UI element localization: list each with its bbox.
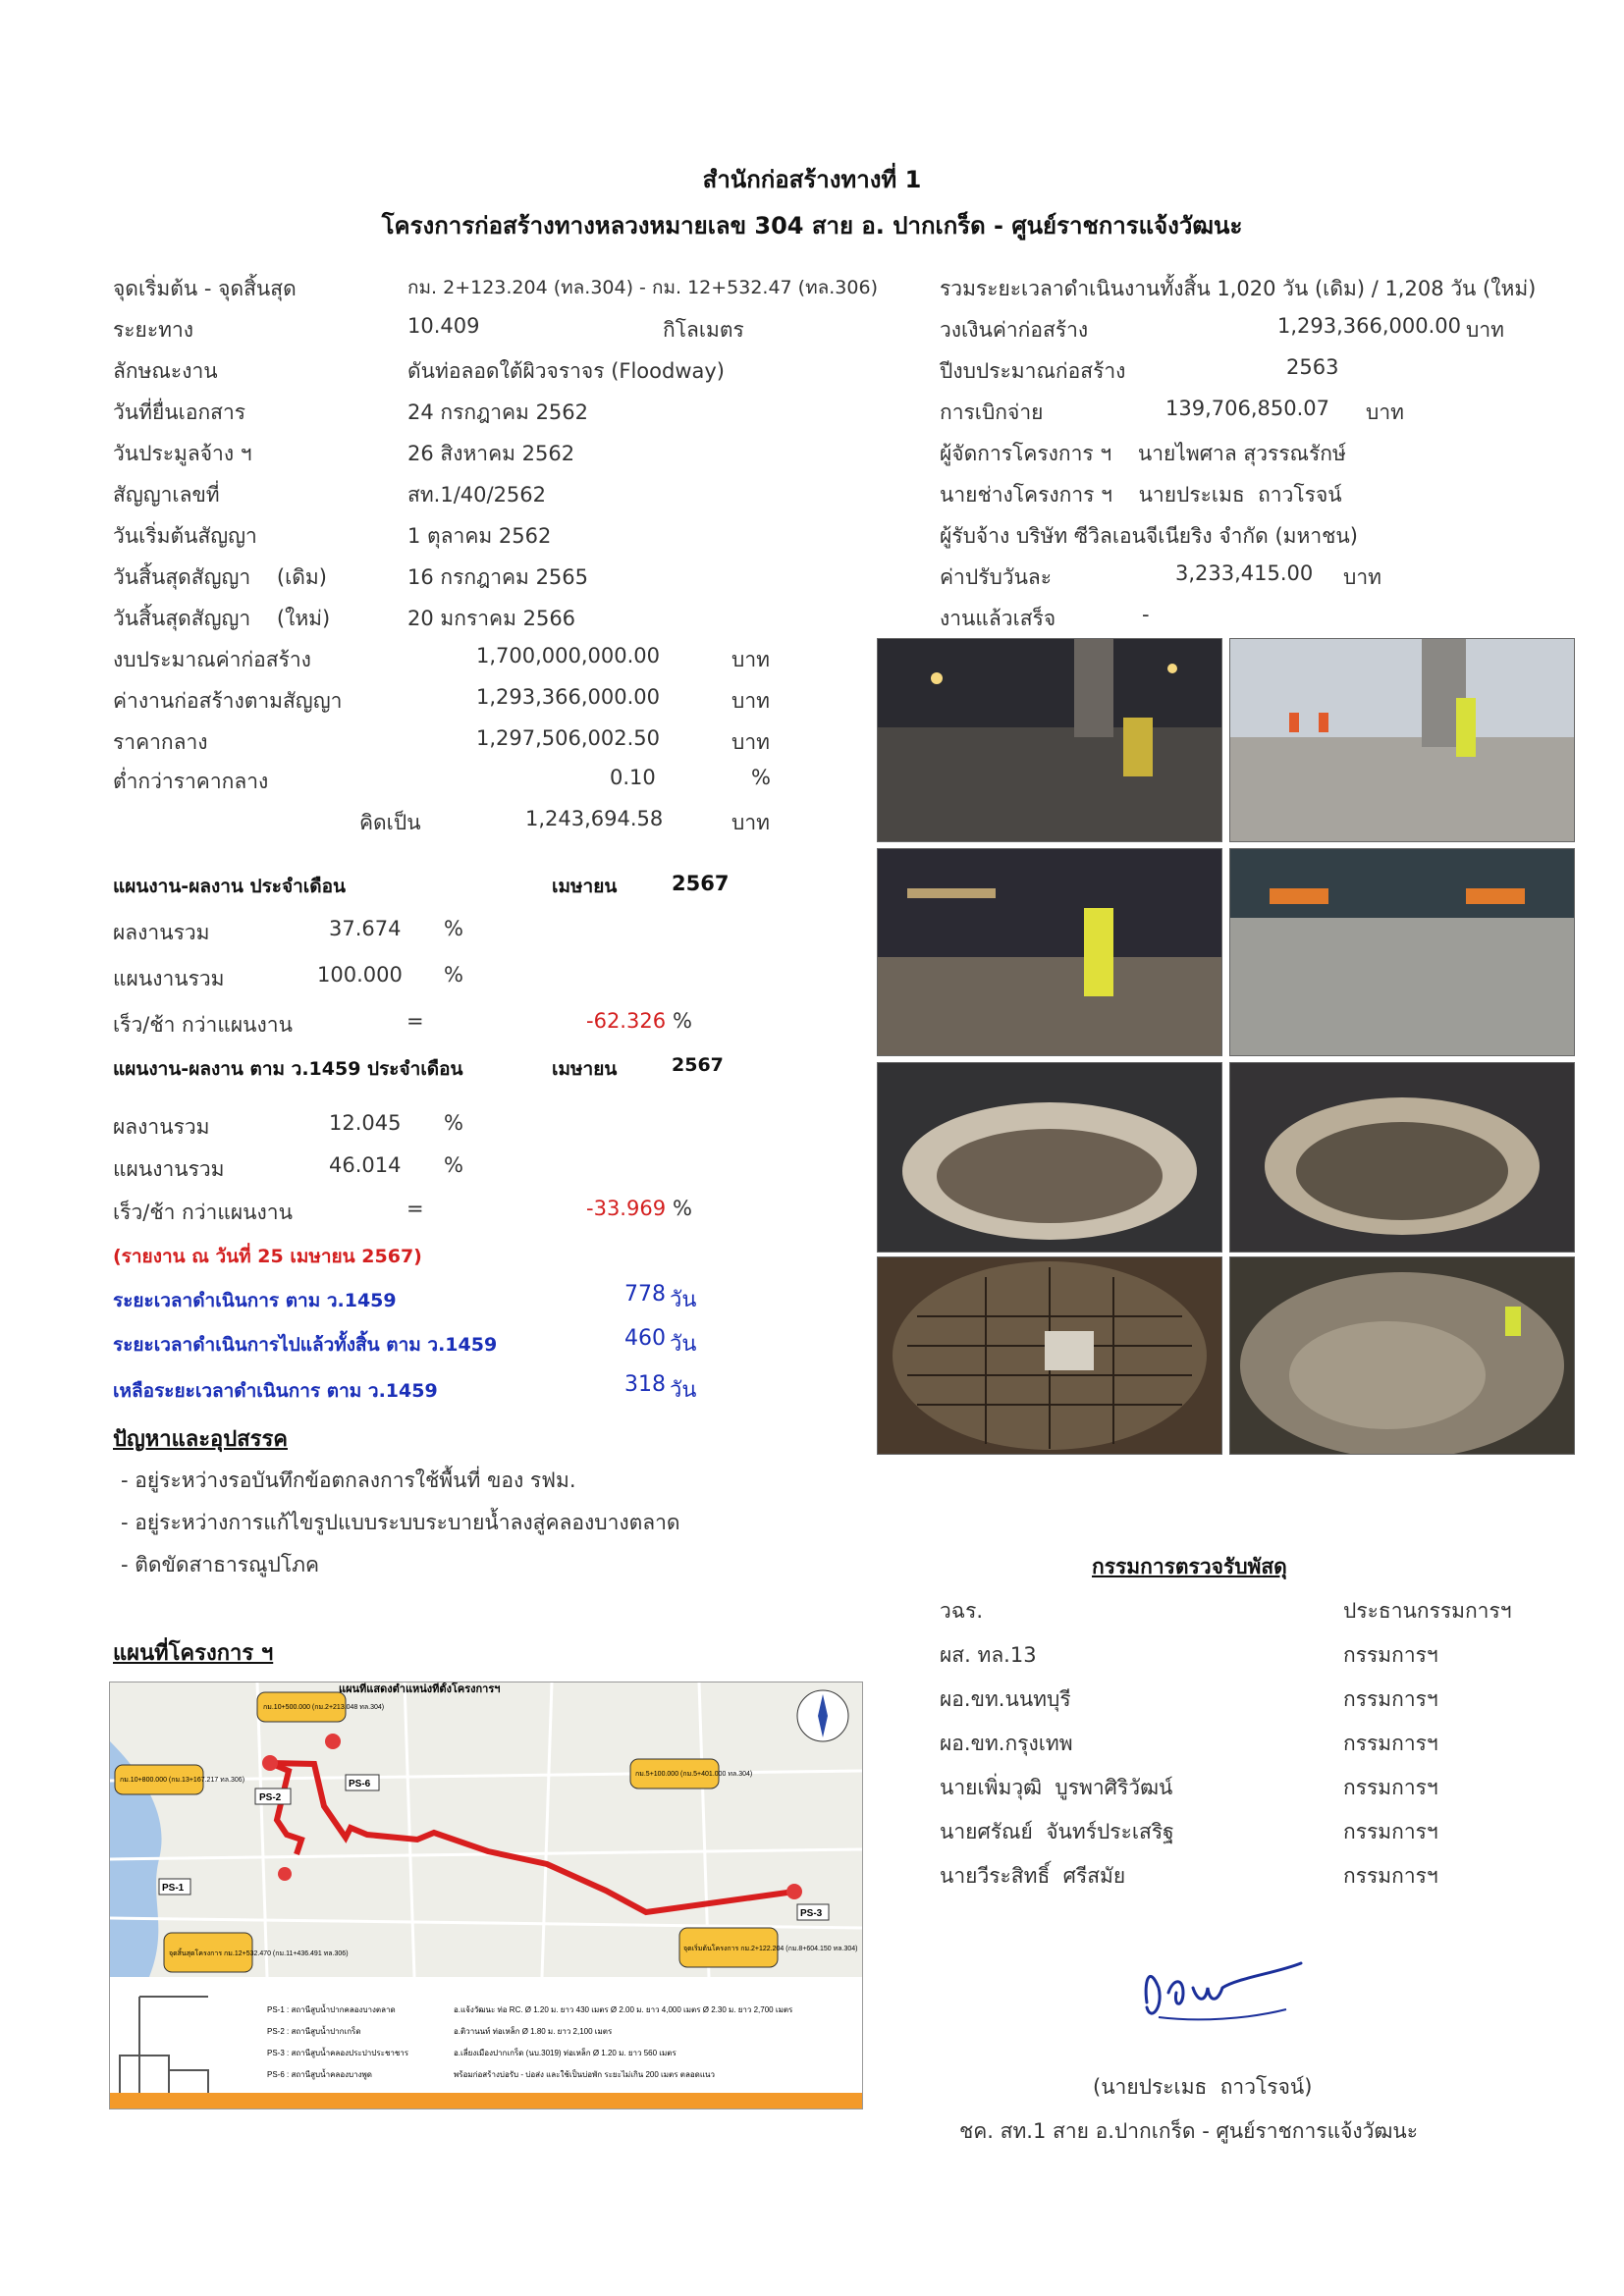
map-note: พร้อมก่อสร้างบ่อรับ - บ่อส่ง และใช้เป็นบ่อพัก ระยะไม่เกิน 200 เมตร ตลอดแนว (454, 2070, 715, 2079)
completed-value: - (1142, 603, 1150, 626)
equals-unit: บาท (731, 811, 770, 834)
project-map (109, 1682, 863, 2109)
map-note: อ.แจ้งวัฒนะ ท่อ RC. Ø 1.20 ม. ยาว 430 เมตร Ø 2.00 ม. ยาว 4,000 เมตร Ø 2.30 ม. ยาว 2,700 เมตร (454, 2005, 793, 2014)
equals-value: 1,243,694.58 (525, 807, 664, 830)
map-callout: จุดสิ้นสุดโครงการ กม.12+532.470 (กม.11+436.491 ทล.306) (169, 1950, 349, 1957)
duration-elapsed-unit: วัน (670, 1332, 697, 1357)
contract-value-label: วงเงินค่าก่อสร้าง (940, 318, 1089, 342)
budget-unit: บาท (731, 689, 770, 713)
info-value: สท.1/40/2562 (407, 483, 547, 507)
plan2-plan-label: แผนงานรวม (113, 1157, 225, 1181)
plan2-diff-unit: % (673, 1197, 692, 1220)
map-callout: กม.10+500.000 (กม.2+213.048 ทล.304) (263, 1704, 385, 1711)
duration-text: รวมระยะเวลาดำเนินงานทั้งสิ้น 1,020 วัน (เดิม) / 1,208 วัน (ใหม่) (940, 277, 1537, 300)
contract-value: 1,293,366,000.00 (1277, 314, 1462, 338)
map-legend-item: PS-3 : สถานีสูบน้ำคลองประปาประชาชาร (267, 2049, 409, 2057)
map-callout: กม.10+800.000 (กม.13+167.217 ทล.306) (120, 1777, 245, 1784)
budget-label: ต่ำกว่าราคากลาง (113, 770, 269, 793)
map-callout: กม.5+100.000 (กม.5+401.000 ทล.304) (635, 1771, 753, 1778)
station-label: PS-1 (162, 1883, 185, 1894)
committee-member-name: ผส. ทล.13 (940, 1643, 1037, 1667)
completed-label: งานแล้วเสร็จ (940, 607, 1056, 630)
info-label: ลักษณะงาน (113, 359, 218, 383)
plan1-plan-unit: % (444, 963, 463, 987)
committee-member-name: ผอ.ขท.นนทบุรี (940, 1687, 1071, 1711)
site-photo (877, 1062, 1222, 1253)
committee-member-role: กรรมการฯ (1343, 1864, 1438, 1888)
info-value: 16 กรกฎาคม 2565 (407, 565, 589, 589)
fine-label: ค่าปรับวันละ (940, 565, 1053, 589)
duration-remaining-value: 318 (624, 1372, 666, 1397)
map-title: แผนที่แสดงตำแหน่งที่ตั้งโครงการฯ (339, 1683, 501, 1695)
station-label: PS-3 (800, 1908, 823, 1919)
committee-member-role: กรรมการฯ (1343, 1820, 1438, 1843)
budget-value: 1,293,366,000.00 (476, 685, 661, 709)
budget-unit: % (751, 766, 771, 789)
committee-member-role: กรรมการฯ (1343, 1687, 1438, 1711)
map-note: อ.ติวานนท์ ท่อเหล็ก Ø 1.80 ม. ยาว 2,100 เมตร (454, 2027, 613, 2036)
budget-label: ค่างานก่อสร้างตามสัญญา (113, 689, 343, 713)
problem-item: - ติดขัดสาธารณูปโภค (121, 1553, 320, 1576)
committee-member-role: กรรมการฯ (1343, 1732, 1438, 1755)
duration-elapsed-label: ระยะเวลาดำเนินการไปแล้วทั้งสิ้น ตาม ว.1459 (113, 1334, 498, 1356)
info-label: วันที่ยื่นเอกสาร (113, 400, 246, 424)
contractor-text: ผู้รับจ้าง บริษัท ซีวิลเอนจีเนียริง จำกัด (มหาชน) (940, 524, 1358, 548)
budget-label: งบประมาณค่าก่อสร้าง (113, 648, 311, 671)
plan1-plan-value: 100.000 (317, 963, 403, 987)
committee-heading: กรรมการตรวจรับพัสดุ (1092, 1555, 1287, 1578)
map-legend-item: PS-1 : สถานีสูบน้ำปากคลองบางตลาด (267, 2005, 396, 2014)
info-unit: กิโลเมตร (663, 318, 744, 342)
problem-item: - อยู่ระหว่างรอบันทึกข้อตกลงการใช้พื้นที่ ของ รฟม. (121, 1468, 576, 1492)
site-photo (877, 638, 1222, 842)
station-label: PS-2 (259, 1792, 282, 1803)
info-value: กม. 2+123.204 (ทล.304) - กม. 12+532.47 (ทล.306) (407, 277, 878, 298)
plan2-diff-label: เร็ว/ช้า กว่าแผนงาน (113, 1201, 293, 1224)
plan1-plan-label: แผนงานรวม (113, 967, 225, 990)
plan1-diff-unit: % (673, 1009, 692, 1033)
plan1-year: 2567 (672, 872, 730, 895)
fine-value: 3,233,415.00 (1175, 561, 1314, 585)
fiscal-label: ปีงบประมาณก่อสร้าง (940, 359, 1126, 383)
budget-value: 1,297,506,002.50 (476, 726, 661, 750)
office-title: สำนักก่อสร้างทางที่ 1 (702, 166, 922, 193)
disbursed-label: การเบิกจ่าย (940, 400, 1044, 424)
map-legend-item: PS-6 : สถานีสูบน้ำคลองบางพูด (267, 2070, 372, 2079)
signer-name: (นายประเมธ ถาวโรจน์) (1093, 2075, 1313, 2099)
info-value: 24 กรกฎาคม 2562 (407, 400, 589, 424)
map-callout: จุดเริ่มต้นโครงการ กม.2+122.204 (กม.8+604.150 ทล.304) (683, 1946, 858, 1952)
info-value: 1 ตุลาคม 2562 (407, 524, 552, 548)
project-title: โครงการก่อสร้างทางหลวงหมายเลข 304 สาย อ. ปากเกร็ด - ศูนย์ราชการแจ้งวัฒนะ (381, 212, 1243, 240)
map-heading: แผนที่โครงการ ฯ (113, 1641, 274, 1666)
budget-label: ราคากลาง (113, 730, 208, 754)
committee-member-role: กรรมการฯ (1343, 1643, 1438, 1667)
committee-member-name: วฉร. (940, 1599, 984, 1623)
plan2-result-label: ผลงานรวม (113, 1115, 210, 1139)
site-photo (1229, 1256, 1575, 1455)
budget-unit: บาท (731, 730, 770, 754)
contract-value-unit: บาท (1466, 318, 1504, 342)
site-photo (877, 848, 1222, 1056)
station-label: PS-6 (349, 1779, 371, 1789)
plan2-month: เมษายน (552, 1058, 618, 1080)
info-value: ดันท่อลอดใต้ผิวจราจร (Floodway) (407, 359, 725, 383)
info-label: วันสิ้นสุดสัญญา (เดิม) (113, 565, 327, 589)
committee-member-role: ประธานกรรมการฯ (1343, 1599, 1512, 1623)
info-value: 10.409 (407, 314, 480, 338)
plan1-diff-label: เร็ว/ช้า กว่าแผนงาน (113, 1013, 293, 1037)
committee-member-role: กรรมการฯ (1343, 1776, 1438, 1799)
duration-total-label: ระยะเวลาดำเนินการ ตาม ว.1459 (113, 1290, 397, 1311)
fine-unit: บาท (1343, 565, 1381, 589)
committee-member-name: นายเพิ่มวุฒิ บูรพาศิริวัฒน์ (940, 1776, 1173, 1799)
info-label: จุดเริ่มต้น - จุดสิ้นสุด (113, 277, 297, 300)
duration-elapsed-value: 460 (624, 1326, 666, 1351)
equals-label: คิดเป็น (359, 811, 421, 834)
site-photo (877, 1256, 1222, 1455)
site-photo (1229, 1062, 1575, 1253)
duration-total-unit: วัน (670, 1288, 697, 1312)
plan2-diff-value: -33.969 (586, 1197, 667, 1220)
disbursed-value: 139,706,850.07 (1165, 397, 1329, 420)
map-legend-item: PS-2 : สถานีสูบน้ำปากเกร็ด (267, 2027, 361, 2036)
info-value: 26 สิงหาคม 2562 (407, 442, 575, 465)
info-label: วันประมูลจ้าง ฯ (113, 442, 252, 465)
info-label: วันเริ่มต้นสัญญา (113, 524, 257, 548)
committee-member-name: นายวีระสิทธิ์ ศรีสมัย (940, 1864, 1126, 1888)
plan2-result-unit: % (444, 1111, 463, 1135)
info-value: 20 มกราคม 2566 (407, 607, 576, 630)
budget-value: 1,700,000,000.00 (476, 644, 661, 667)
committee-member-name: นายศรัณย์ จันทร์ประเสริฐ (940, 1820, 1174, 1843)
plan1-result-unit: % (444, 917, 463, 940)
plan1-result-label: ผลงานรวม (113, 921, 210, 944)
plan1-diff-value: -62.326 (586, 1009, 667, 1033)
problem-item: - อยู่ระหว่างการแก้ไขรูปแบบระบบระบายน้ำลงสู่คลองบางตลาด (121, 1511, 680, 1534)
site-photo (1229, 848, 1575, 1056)
report-date: (รายงาน ณ วันที่ 25 เมษายน 2567) (113, 1246, 422, 1267)
site-photo (1229, 638, 1575, 842)
plan2-plan-unit: % (444, 1153, 463, 1177)
plan1-heading: แผนงาน-ผลงาน ประจำเดือน (113, 876, 347, 897)
info-label: ระยะทาง (113, 318, 194, 342)
plan2-plan-value: 46.014 (329, 1153, 402, 1177)
plan2-eq: = (406, 1197, 424, 1220)
budget-value: 0.10 (610, 766, 656, 789)
problems-heading: ปัญหาและอุปสรรค (113, 1427, 288, 1452)
signer-position: ชค. สท.1 สาย อ.ปากเกร็ด - ศูนย์ราชการแจ้งวัฒนะ (959, 2119, 1419, 2143)
disbursed-unit: บาท (1366, 400, 1404, 424)
committee-member-name: ผอ.ขท.กรุงเทพ (940, 1732, 1073, 1755)
plan2-year: 2567 (672, 1054, 724, 1076)
engineer-text: นายช่างโครงการ ฯ นายประเมธ ถาวโรจน์ (940, 483, 1342, 507)
duration-remaining-label: เหลือระยะเวลาดำเนินการ ตาม ว.1459 (113, 1380, 438, 1402)
plan1-result-value: 37.674 (329, 917, 402, 940)
budget-unit: บาท (731, 648, 770, 671)
plan1-month: เมษายน (552, 876, 618, 897)
plan2-heading: แผนงาน-ผลงาน ตาม ว.1459 ประจำเดือน (113, 1058, 463, 1080)
signature-image (1129, 1949, 1306, 2041)
duration-remaining-unit: วัน (670, 1378, 697, 1403)
manager-text: ผู้จัดการโครงการ ฯ นายไพศาล สุวรรณรักษ์ (940, 442, 1346, 465)
map-note: อ.เลี่ยงเมืองปากเกร็ด (นบ.3019) ท่อเหล็ก Ø 1.20 ม. ยาว 560 เมตร (454, 2049, 677, 2057)
fiscal-value: 2563 (1286, 355, 1339, 379)
plan2-result-value: 12.045 (329, 1111, 402, 1135)
duration-total-value: 778 (624, 1282, 666, 1307)
plan1-eq: = (406, 1009, 424, 1033)
info-label: สัญญาเลขที่ (113, 483, 220, 507)
info-label: วันสิ้นสุดสัญญา (ใหม่) (113, 607, 331, 630)
